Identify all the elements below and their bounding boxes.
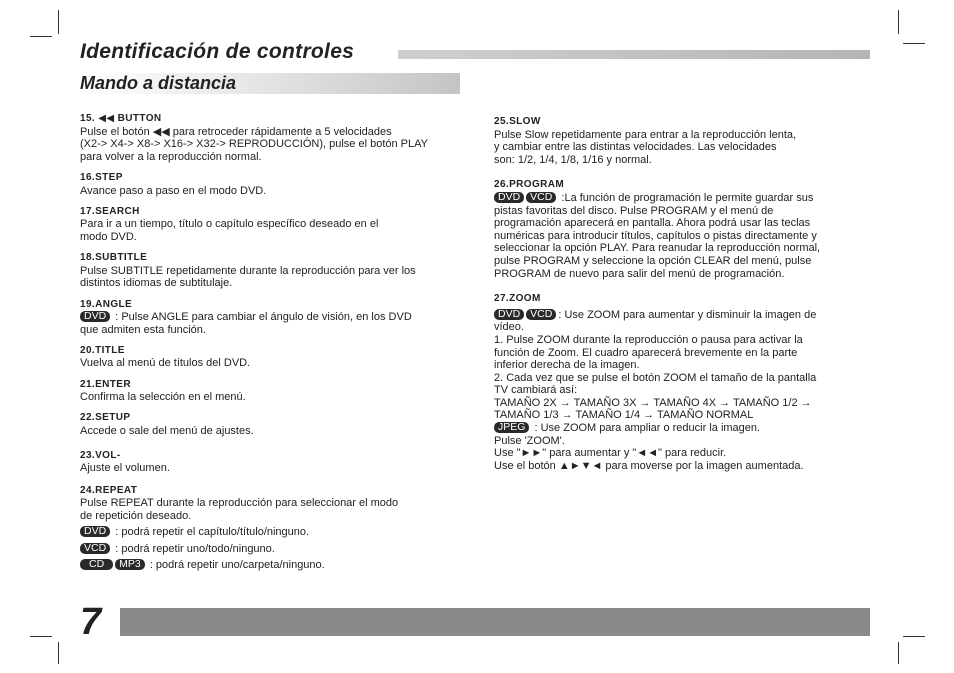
control-entry: [80, 485, 470, 572]
entry-line: modo DVD.: [80, 230, 137, 243]
vcd-badge: VCD: [526, 192, 556, 203]
crop-mark: [30, 36, 52, 37]
entry-line: [494, 192, 864, 205]
crop-mark: [903, 43, 925, 44]
section-heading: [80, 73, 460, 94]
repeat-text: : podrá repetir el capítulo/título/ninguno.: [112, 525, 310, 538]
entry-line: seleccionar la opción PLAY. Para reanudar la reproducción normal,: [494, 242, 821, 255]
entry-heading: 15. ◀◀ BUTTON: [80, 113, 162, 124]
page-number: 7: [80, 601, 102, 643]
entry-heading: 18.SUBTITLE: [80, 252, 148, 264]
left-column: [80, 113, 470, 571]
entry-line: numéricas para introducir títulos, capítulos o pistas directamente y: [494, 229, 817, 242]
entry-text: : Pulse ANGLE para cambiar el ángulo de visión, en los DVD: [112, 311, 412, 324]
footer-bar: [120, 608, 870, 636]
entry-line: Pulse REPEAT durante la reproducción para seleccionar el modo: [80, 497, 399, 510]
entry-heading: 23.VOL-: [80, 449, 121, 461]
entry-line: programación aparecerá en pantalla. Ahora podrá usar las teclas: [494, 217, 811, 230]
entry-line: (X2-> X4-> X8-> X16-> X32-> REPRODUCCIÓN), pulse el botón PLAY: [80, 138, 428, 151]
entry-line: función de Zoom. El cuadro aparecerá brevemente en la parte: [494, 346, 798, 359]
entry-line: vídeo.: [494, 321, 524, 334]
entry-line: Pulse Slow repetidamente para entrar a la reproducción lenta,: [494, 128, 797, 141]
control-entry: [80, 113, 470, 163]
control-entry: [80, 252, 470, 290]
right-column: [494, 116, 864, 472]
control-entry: [494, 293, 864, 472]
entry-text: : Use ZOOM para aumentar y disminuir la imagen de: [558, 308, 817, 321]
entry-text: : Use ZOOM para ampliar o reducir la imagen.: [531, 422, 761, 435]
entry-line: pistas favoritas del disco. Pulse PROGRAM y el menú de: [494, 204, 774, 217]
entry-line: 2. Cada vez que se pulse el botón ZOOM el tamaño de la pantalla: [494, 371, 817, 384]
crop-mark: [30, 636, 52, 637]
entry-line: TV cambiará así:: [494, 384, 578, 397]
cd-badge: CD: [80, 559, 113, 570]
crop-mark: [898, 10, 899, 34]
entry-heading: 16.STEP: [80, 171, 123, 183]
entry-heading: 21.ENTER: [80, 378, 131, 390]
entry-line: 1. Pulse ZOOM durante la reproducción o pausa para activar la: [494, 333, 803, 346]
crop-mark: [903, 636, 925, 637]
entry-line: inferior derecha de la imagen.: [494, 359, 640, 372]
crop-mark: [898, 642, 899, 664]
control-entry: [80, 206, 470, 244]
entry-line: Vuelva al menú de títulos del DVD.: [80, 357, 251, 370]
entry-line: Accede o sale del menú de ajustes.: [80, 425, 254, 438]
repeat-option: [80, 543, 470, 556]
entry-line: [494, 309, 864, 322]
entry-line: para volver a la reproducción normal.: [80, 150, 262, 163]
entry-line: son: 1/2, 1/4, 1/8, 1/16 y normal.: [494, 153, 652, 166]
repeat-text: : podrá repetir uno/carpeta/ninguno.: [146, 558, 325, 571]
entry-line: TAMAÑO 1/3 → TAMAÑO 1/4 → TAMAÑO NORMAL: [494, 409, 754, 422]
entry-line: Ajuste el volumen.: [80, 462, 170, 475]
entry-heading: 25.SLOW: [494, 116, 541, 127]
entry-heading: 20.TITLE: [80, 344, 125, 356]
control-entry: [494, 179, 864, 280]
entry-line: Confirma la selección en el menú.: [80, 391, 246, 404]
entry-line: de repetición deseado.: [80, 510, 192, 522]
entry-text: :La función de programación le permite guardar sus: [558, 191, 814, 204]
control-entry: [80, 450, 470, 475]
entry-heading: 22.SETUP: [80, 412, 131, 424]
vcd-badge: VCD: [80, 543, 110, 554]
entry-line: PROGRAM de nuevo para salir del menú de programación.: [494, 267, 785, 280]
repeat-option: [80, 559, 470, 572]
vcd-badge: VCD: [526, 309, 556, 320]
entry-line: TAMAÑO 2X → TAMAÑO 3X → TAMAÑO 4X → TAMAÑO 1/2 →: [494, 396, 812, 409]
entry-line: Use el botón ▲►▼◄ para moverse por la imagen aumentada.: [494, 459, 804, 472]
entry-line: pulse PROGRAM y seleccione la opción CLEAR del menú, pulse: [494, 254, 812, 267]
entry-line: Use "►►" para aumentar y "◄◄" para reducir.: [494, 447, 727, 460]
entry-line: Avance paso a paso en el modo DVD.: [80, 184, 267, 197]
dvd-badge: DVD: [494, 192, 524, 203]
repeat-option: [80, 526, 470, 539]
section-title: Mando a distancia: [80, 73, 237, 93]
page-title: Identificación de controles: [80, 40, 355, 63]
entry-line: Pulse SUBTITLE repetidamente durante la reproducción para ver los: [80, 264, 416, 277]
control-entry: [80, 299, 470, 337]
entry-line: Pulse 'ZOOM'.: [494, 434, 565, 447]
crop-mark: [58, 642, 59, 664]
entry-line: Para ir a un tiempo, título o capítulo específico deseado en el: [80, 218, 379, 231]
control-entry: [494, 116, 864, 166]
control-entry: [80, 345, 470, 370]
dvd-badge: DVD: [80, 311, 110, 322]
title-bar: [398, 50, 870, 59]
entry-line: [80, 311, 470, 324]
entry-line: distintos idiomas de subtitulaje.: [80, 277, 233, 290]
crop-mark: [58, 10, 59, 34]
control-entry: [80, 379, 470, 404]
entry-line: que admiten esta función.: [80, 323, 206, 336]
dvd-badge: DVD: [494, 309, 524, 320]
entry-line: [494, 422, 864, 435]
control-entry: [80, 172, 470, 197]
jpeg-badge: JPEG: [494, 422, 529, 433]
entry-heading: 24.REPEAT: [80, 484, 138, 496]
mp3-badge: MP3: [115, 559, 145, 570]
dvd-badge: DVD: [80, 526, 110, 537]
entry-heading: 17.SEARCH: [80, 205, 140, 217]
control-entry: [80, 412, 470, 437]
entry-heading: 19.ANGLE: [80, 298, 133, 310]
entry-line: Pulse el botón ◀◀ para retroceder rápidamente a 5 velocidades: [80, 125, 392, 138]
entry-heading: 26.PROGRAM: [494, 179, 565, 191]
entry-heading: 27.ZOOM: [494, 293, 541, 305]
repeat-text: : podrá repetir uno/todo/ninguno.: [112, 543, 275, 556]
entry-line: y cambiar entre las distintas velocidades. Las velocidades: [494, 141, 777, 154]
